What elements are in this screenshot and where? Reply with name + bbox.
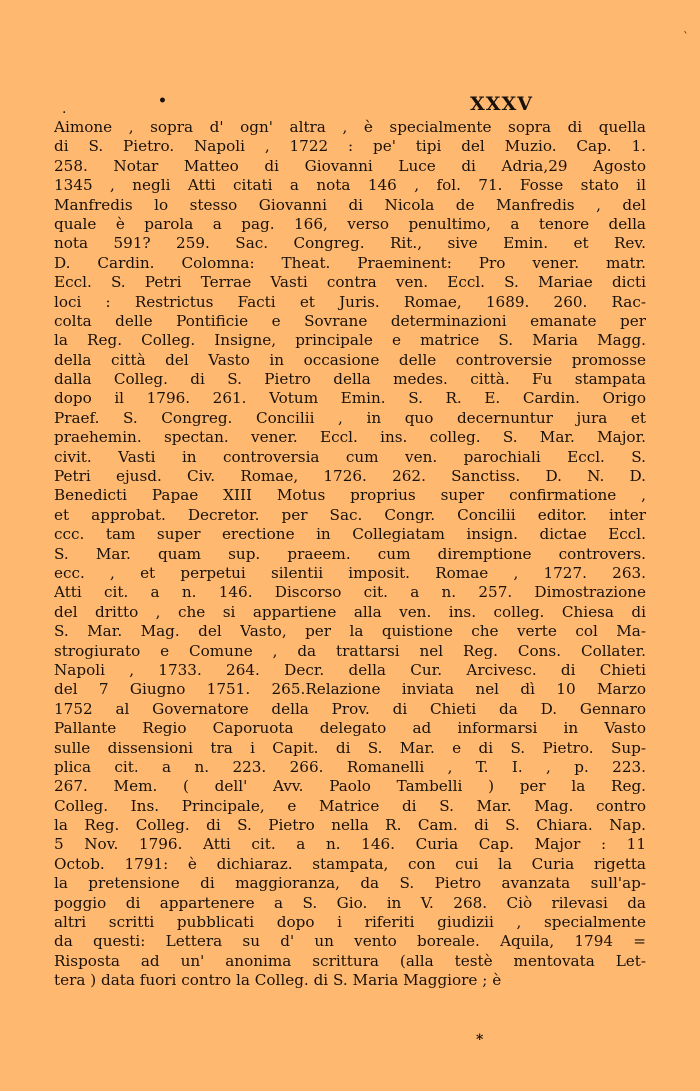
text-line: 267. Mem. ( dell' Avv. Paolo Tambelli ) per la Reg. bbox=[54, 777, 646, 796]
text-line: da questi: Lettera su d' un vento boreale. Aquila, 1794 = bbox=[54, 932, 646, 951]
text-line: ccc. tam super erectione in Collegiatam insign. dictae Eccl. bbox=[54, 525, 646, 544]
text-line: Praef. S. Congreg. Concilii , in quo decernuntur jura et bbox=[54, 408, 646, 427]
text-line: S. Mar. Mag. del Vasto, per la quistione che verte col Ma- bbox=[54, 622, 646, 641]
text-line: Risposta ad un' anonima scrittura (alla testè mentovata Let- bbox=[54, 951, 646, 970]
text-line: 258. Notar Matteo di Giovanni Luce di Adria,29 Agosto bbox=[54, 156, 646, 175]
text-line: Aimone , sopra d' ogn' altra , è specialmente sopra di quella bbox=[54, 118, 646, 136]
body-text bbox=[54, 118, 646, 991]
text-line: Manfredis lo stesso Giovanni di Nicola de Manfredis , del bbox=[54, 195, 646, 214]
page-number: XXXV bbox=[470, 93, 533, 115]
header-mark: • bbox=[158, 93, 167, 109]
text-line: praehemin. spectan. vener. Eccl. ins. colleg. S. Mar. Major. bbox=[54, 428, 646, 447]
text-line: poggio di appartenere a S. Gio. in V. 268. Ciò rilevasi da bbox=[54, 893, 646, 912]
text-line: Colleg. Ins. Principale, e Matrice di S. Mar. Mag. contro bbox=[54, 796, 646, 815]
page-header bbox=[0, 93, 700, 115]
text-line: ecc. , et perpetui silentii imposit. Romae , 1727. 263. bbox=[54, 563, 646, 582]
text-line: plica cit. a n. 223. 266. Romanelli , T. I. , p. 223. bbox=[54, 757, 646, 776]
text-line: del dritto , che si appartiene alla ven. ins. colleg. Chiesa di bbox=[54, 602, 646, 621]
text-line: 5 Nov. 1796. Atti cit. a n. 146. Curia Cap. Major : 11 bbox=[54, 835, 646, 854]
text-line: la Reg. Colleg. di S. Pietro nella R. Cam. di S. Chiara. Nap. bbox=[54, 816, 646, 835]
text-line: altri scritti pubblicati dopo i riferiti giudizii , specialmente bbox=[54, 913, 646, 932]
text-line: del 7 Giugno 1751. 265.Relazione inviata nel dì 10 Marzo bbox=[54, 680, 646, 699]
text-line: et approbat. Decretor. per Sac. Congr. Concilii editor. inter bbox=[54, 505, 646, 524]
text-line: Napoli , 1733. 264. Decr. della Cur. Arcivesc. di Chieti bbox=[54, 660, 646, 679]
text-line: 1345 , negli Atti citati a nota 146 , fol. 71. Fosse stato il bbox=[54, 176, 646, 195]
text-line: Eccl. S. Petri Terrae Vasti contra ven. Eccl. S. Mariae dicti bbox=[54, 273, 646, 292]
text-line: di S. Pietro. Napoli , 1722 : pe' tipi del Muzio. Cap. 1. bbox=[54, 137, 646, 156]
text-line: quale è parola a pag. 166, verso penultimo, a tenore della bbox=[54, 214, 646, 233]
text-line: Atti cit. a n. 146. Discorso cit. a n. 257. Dimostrazione bbox=[54, 583, 646, 602]
text-line: Benedicti Papae XIII Motus proprius super confirmatione , bbox=[54, 486, 646, 505]
text-line: S. Mar. quam sup. praeem. cum diremptione controvers. bbox=[54, 544, 646, 563]
text-line: dopo il 1796. 261. Votum Emin. S. R. E. Cardin. Origo bbox=[54, 389, 646, 408]
text-line: Octob. 1791: è dichiaraz. stampata, con cui la Curia rigetta bbox=[54, 854, 646, 873]
text-line: della città del Vasto in occasione delle controversie promosse bbox=[54, 350, 646, 369]
text-line: Petri ejusd. Civ. Romae, 1726. 262. Sanctiss. D. N. D. bbox=[54, 467, 646, 486]
text-line: D. Cardin. Colomna: Theat. Praeminent: Pro vener. matr. bbox=[54, 253, 646, 272]
edge-mark: ` bbox=[683, 30, 689, 44]
text-line: tera ) data fuori contro la Colleg. di S. Maria Maggiore ; è bbox=[54, 971, 502, 990]
text-line: 1752 al Governatore della Prov. di Chieti da D. Gennaro bbox=[54, 699, 646, 718]
text-line: Pallante Regio Caporuota delegato ad informarsi in Vasto bbox=[54, 719, 646, 738]
text-line: dalla Colleg. di S. Pietro della medes. città. Fu stampata bbox=[54, 370, 646, 389]
text-line: la Reg. Colleg. Insigne, principale e matrice S. Maria Magg. bbox=[54, 331, 646, 350]
text-line: strogiurato e Comune , da trattarsi nel Reg. Cons. Collater. bbox=[54, 641, 646, 660]
text-line: la pretensione di maggioranza, da S. Pietro avanzata sull'ap- bbox=[54, 874, 646, 893]
text-line: civit. Vasti in controversia cum ven. parochiali Eccl. S. bbox=[54, 447, 646, 466]
text-line: sulle dissensioni tra i Capit. di S. Mar. e di S. Pietro. Sup- bbox=[54, 738, 646, 757]
text-line: colta delle Pontificie e Sovrane determinazioni emanate per bbox=[54, 311, 646, 330]
text-line: nota 591? 259. Sac. Congreg. Rit., sive Emin. et Rev. bbox=[54, 234, 646, 253]
header-dot: . bbox=[62, 101, 67, 117]
text-line: loci : Restrictus Facti et Juris. Romae, 1689. 260. Rac- bbox=[54, 292, 646, 311]
footer-mark: * bbox=[476, 1032, 484, 1048]
